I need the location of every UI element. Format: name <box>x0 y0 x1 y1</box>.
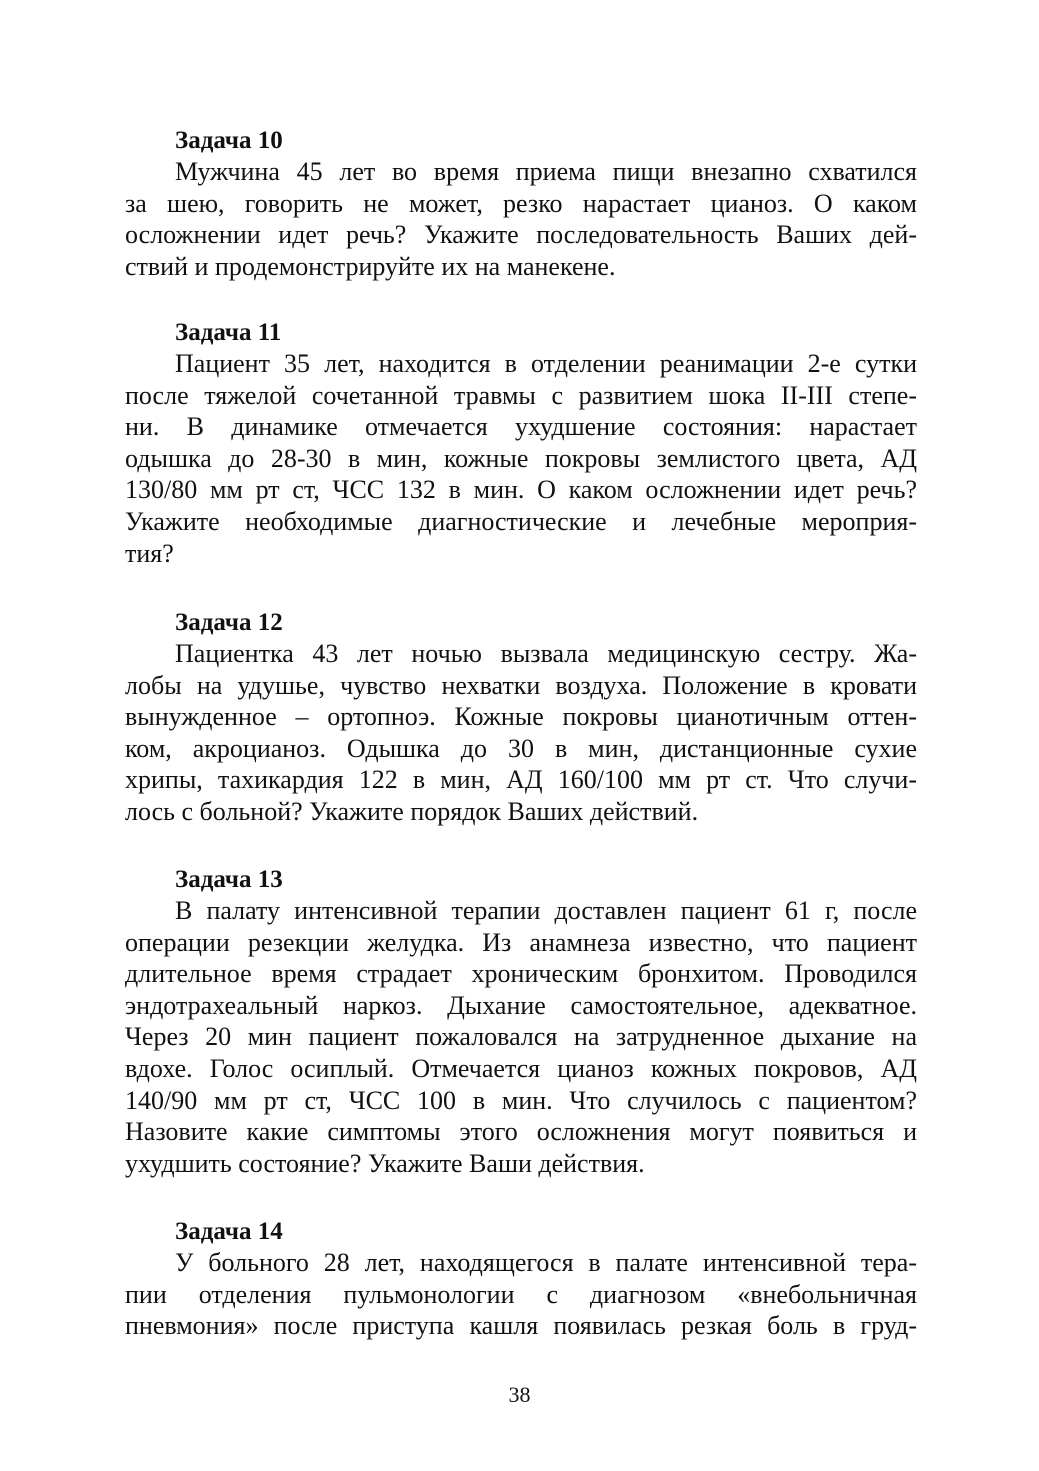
text-line: В палату интенсивной терапии доставлен пациент 61 г, после <box>175 896 917 925</box>
text-line: Мужчина 45 лет во время приема пищи внезапно схватился <box>175 157 917 186</box>
task-12 <box>125 607 917 828</box>
text-line: пии отделения пульмонологии с диагнозом «внебольничная <box>125 1279 917 1309</box>
text-line: осложнении идет речь? Укажите последовательность Ваших дей- <box>125 220 917 250</box>
text-line: 140/90 мм рт ст, ЧСС 100 в мин. Что случилось с пациентом? <box>125 1085 917 1115</box>
text-line: Через 20 мин пациент пожаловался на затрудненное дыхание на <box>125 1022 917 1052</box>
text-line: эндотрахеальный наркоз. Дыхание самостоятельное, адекватное. <box>125 990 917 1020</box>
task-title: Задача 14 <box>175 1218 283 1245</box>
text-line: У больного 28 лет, находящегося в палате интенсивной тера- <box>175 1248 917 1277</box>
text-line: за шею, говорить не может, резко нарастает цианоз. О каком <box>125 188 917 218</box>
text-line: одышка до 28-30 в мин, кожные покровы землистого цвета, АД <box>125 443 917 473</box>
text-line: вдохе. Голос осиплый. Отмечается цианоз кожных покровов, АД <box>125 1053 917 1083</box>
task-11 <box>125 317 917 569</box>
text-line: тия? <box>125 538 174 568</box>
text-line: ни. В динамике отмечается ухудшение состояния: нарастает <box>125 412 917 442</box>
text-line: после тяжелой сочетанной травмы с развитием шока II-III степе- <box>125 380 917 410</box>
task-title: Задача 11 <box>175 319 282 346</box>
text-line: пневмония» после приступа кашля появилась резкая боль в груд- <box>125 1311 917 1341</box>
text-line: Назовите какие симптомы этого осложнения могут появиться и <box>125 1117 917 1147</box>
text-line: Пациентка 43 лет ночью вызвала медицинскую сестру. Жа- <box>175 639 917 668</box>
task-10 <box>125 125 917 282</box>
text-line: длительное время страдает хроническим бронхитом. Проводился <box>125 959 917 989</box>
task-title: Задача 10 <box>175 127 283 154</box>
text-line: лобы на удушье, чувство нехватки воздуха. Положение в кровати <box>125 670 917 700</box>
task-title: Задача 13 <box>175 866 283 893</box>
task-title: Задача 12 <box>175 609 283 636</box>
text-line: операции резекции желудка. Из анамнеза известно, что пациент <box>125 927 917 957</box>
text-line: Пациент 35 лет, находится в отделении реанимации 2-е сутки <box>175 349 917 378</box>
text-line: ухудшить состояние? Укажите Ваши действия. <box>125 1148 645 1178</box>
page-number: 38 <box>508 1382 531 1407</box>
text-line: ствий и продемонстрируйте их на манекене. <box>125 251 616 281</box>
text-line: вынужденное – ортопноэ. Кожные покровы цианотичным оттен- <box>125 702 917 732</box>
text-line: 130/80 мм рт ст, ЧСС 132 в мин. О каком осложнении идет речь? <box>125 475 917 505</box>
text-line: ком, акроцианоз. Одышка до 30 в мин, дистанционные сухие <box>125 733 917 763</box>
task-13 <box>125 864 917 1179</box>
text-line: лось с больной? Укажите порядок Ваших действий. <box>125 796 699 826</box>
task-14 <box>125 1216 917 1342</box>
text-line: хрипы, тахикардия 122 в мин, АД 160/100 мм рт ст. Что случи- <box>125 765 917 795</box>
text-line: Укажите необходимые диагностические и лечебные мероприя- <box>125 506 917 536</box>
